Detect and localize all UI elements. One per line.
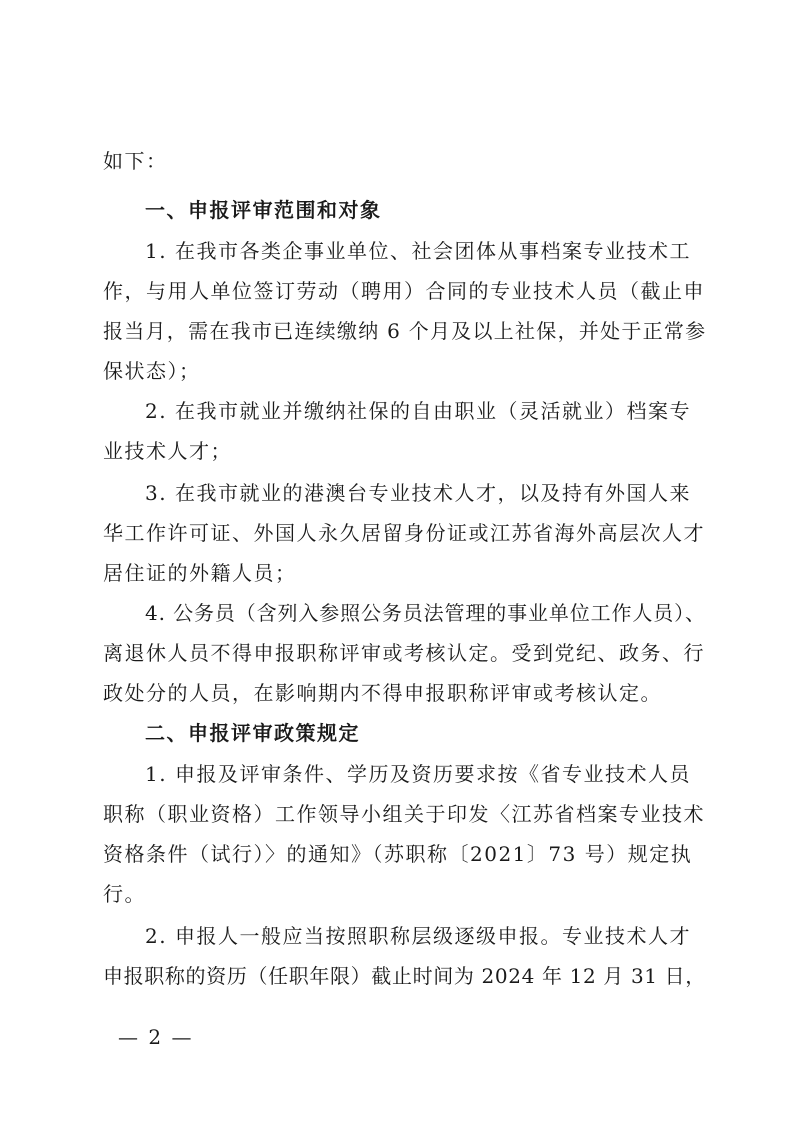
paragraph-line: 职称（职业资格）工作领导小组关于印发〈江苏省档案专业技术 <box>103 802 705 826</box>
paragraph-line: 2. 申报人一般应当按照职称层级逐级申报。专业技术人才 <box>145 924 691 948</box>
paragraph-line: 1. 在我市各类企事业单位、社会团体从事档案专业技术工 <box>145 239 691 263</box>
paragraph-line: 离退休人员不得申报职称评审或考核认定。受到党纪、政务、行 <box>103 641 705 665</box>
paragraph-line: 保状态）； <box>103 359 201 383</box>
paragraph-line: 资格条件（试行）〉的通知》（苏职称〔2021〕73 号）规定执 <box>103 842 693 866</box>
paragraph-line: 2. 在我市就业并缴纳社保的自由职业（灵活就业）档案专 <box>145 399 691 423</box>
page-number: — 2 — <box>118 1025 194 1049</box>
paragraph-line: 业技术人才； <box>103 439 232 463</box>
paragraph-line: 政处分的人员，在影响期内不得申报职称评审或考核认定。 <box>103 681 662 705</box>
paragraph-line: 作，与用人单位签订劳动（聘用）合同的专业技术人员（截止申 <box>103 279 705 303</box>
section-heading-scope: 一、申报评审范围和对象 <box>145 198 382 222</box>
paragraph-line: 申报职称的资历（任职年限）截止时间为 2024 年 12 月 31 日， <box>103 964 706 988</box>
paragraph-line: 1. 申报及评审条件、学历及资历要求按《省专业技术人员 <box>145 762 691 786</box>
section-heading-policy: 二、申报评审政策规定 <box>145 721 360 745</box>
paragraph-line: 居住证的外籍人员； <box>103 561 297 585</box>
paragraph-line: 华工作许可证、外国人永久居留身份证或江苏省海外高层次人才 <box>103 521 705 545</box>
paragraph-line: 行。 <box>103 882 146 906</box>
paragraph-line: 如下： <box>103 149 168 173</box>
paragraph-line: 3. 在我市就业的港澳台专业技术人才，以及持有外国人来 <box>145 481 691 505</box>
paragraph-line: 报当月，需在我市已连续缴纳 6 个月及以上社保，并处于正常参 <box>103 319 707 343</box>
paragraph-line: 4. 公务员（含列入参照公务员法管理的事业单位工作人员）、 <box>145 601 706 625</box>
